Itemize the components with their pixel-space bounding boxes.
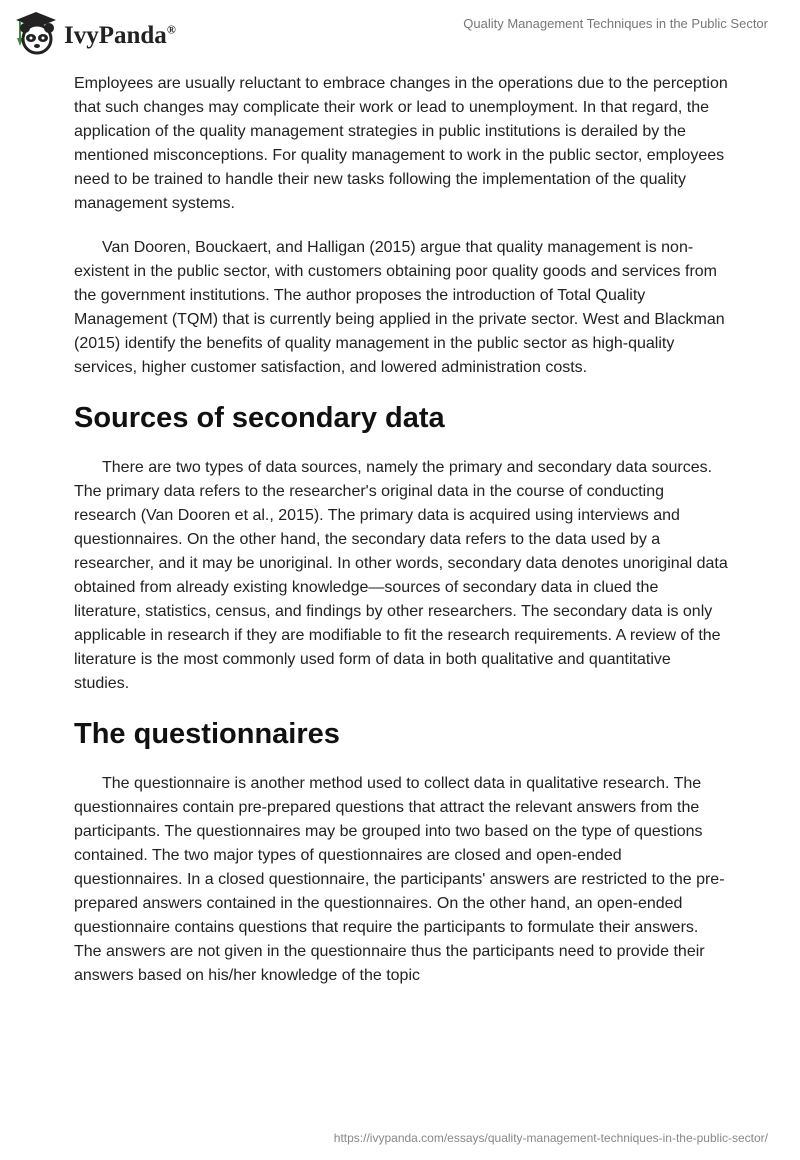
paragraph: Employees are usually reluctant to embrace changes in the operations due to the perception that such changes may complicate their work or lead to unemployment. In that regard, the application of the quality management strategies in public institutions is derailed by the mentioned misconceptions. For quality management to work in the public sector, employees need to be trained to handle their new tasks following the implementation of the quality management systems. [74, 75, 728, 212]
section-heading: Sources of secondary data [74, 402, 445, 434]
logo[interactable] [12, 8, 176, 56]
document-title: Quality Management Techniques in the Public Sector [463, 16, 768, 31]
logo-text: IvyPanda® [64, 22, 176, 49]
panda-graduate-icon [12, 8, 60, 56]
section-heading: The questionnaires [74, 718, 340, 750]
paragraph: There are two types of data sources, namely the primary and secondary data sources. The primary data refers to the researcher's original data in the course of conducting research (Van Dooren et al., 2015). The primary data is acquired using interviews and questionnaires. On the other hand, the secondary data refers to the data used by a researcher, and it may be unoriginal. In other words, secondary data denotes unoriginal data obtained from already existing knowledge—sources of secondary data in clued the literature, statistics, census, and findings by other researchers. The secondary data is only applicable in research if they are modifiable to fit the research requirements. A review of the literature is the most commonly used form of data in both qualitative and quantitative studies. [74, 459, 728, 692]
paragraph: The questionnaire is another method used to collect data in qualitative research. The questionnaires contain pre-prepared questions that attract the relevant answers from the participants. The questionnaires may be grouped into two based on the type of questions contained. The two major types of questionnaires are closed and open-ended questionnaires. In a closed questionnaire, the participants' answers are restricted to the pre-prepared answers contained in the questionnaires. On the other hand, an open-ended questionnaire contains questions that require the participants to formulate their answers. The answers are not given in the questionnaire thus the participants need to provide their answers based on his/her knowledge of the topic [74, 775, 725, 984]
source-url-link[interactable]: https://ivypanda.com/essays/quality-management-techniques-in-the-public-sector/ [333, 1131, 768, 1145]
paragraph: Van Dooren, Bouckaert, and Halligan (2015) argue that quality management is non-existent in the public sector, with customers obtaining poor quality goods and services from the government institutions. The author proposes the introduction of Total Quality Management (TQM) that is currently being applied in the private sector. West and Blackman (2015) identify the benefits of quality management in the public sector as high-quality services, higher customer satisfaction, and lowered administration costs. [74, 239, 725, 376]
essay-content [74, 72, 728, 1008]
